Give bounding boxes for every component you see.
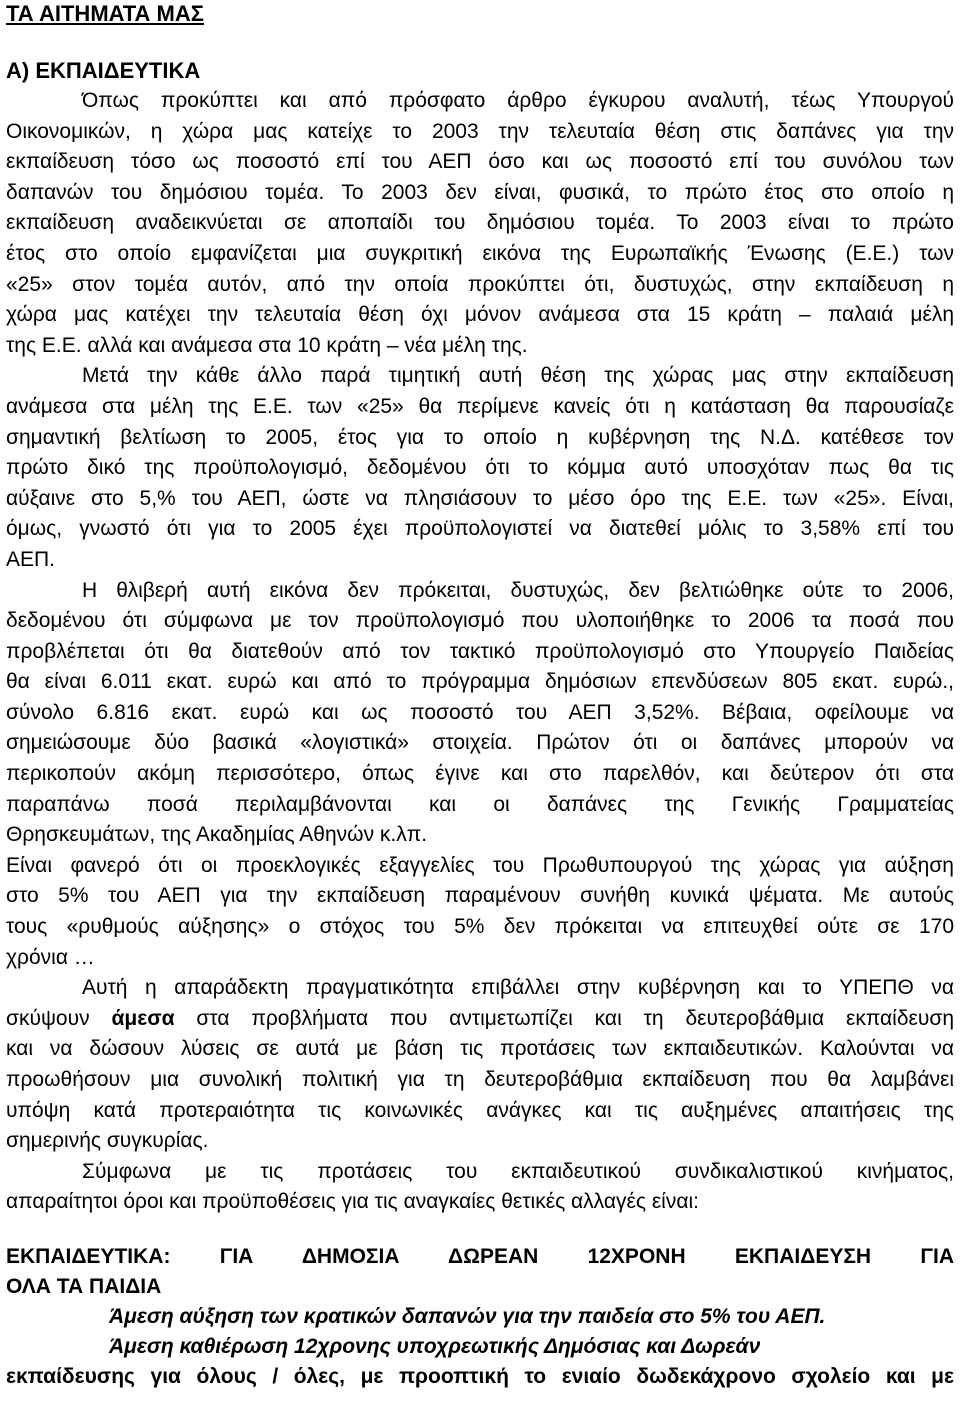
text-line: σύνολο 6.816 εκατ. ευρώ και ως ποσοστό του ΑΕΠ 3,52%. Βέβαια, οφείλουμε να: [6, 700, 954, 724]
text-line: αύξαινε στο 5,% του ΑΕΠ, ώστε να πλησιάσουν το μέσο όρο της Ε.Ε. των «25». Είναι,: [6, 486, 954, 510]
demands-heading: ΕΚΠΑΙΔΕΥΤΙΚΑ: ΓΙΑ ΔΗΜΟΣΙΑ ΔΩΡΕΑΝ 12ΧΡΟΝΗ ΕΚΠΑΙΔΕΥΣΗ ΓΙΑ: [6, 1244, 954, 1268]
text-line: Αυτή η απαράδεκτη πραγματικότητα επιβάλλει στην κυβέρνηση και το ΥΠΕΠΘ να: [82, 976, 954, 1000]
text-line-emphasis: [6, 1004, 954, 1035]
text-line: Οικονομικών, η χώρα μας κατείχε το 2003 την τελευταία θέση στις δαπάνες για την: [6, 119, 954, 143]
text-line: πρώτο δικό της προϋπολογισμό, δεδομένου ότι το κόμμα αυτό υποσχόταν πως θα τις: [6, 456, 954, 480]
emphasis-word: άμεσα: [111, 1006, 175, 1030]
text-line: εκπαίδευση αναδεικνύεται σε αποπαίδι του δημόσιου τομέα. Το 2003 είναι το πρώτο: [6, 211, 954, 235]
text-line: περικοπούν ακόμη περισσότερο, όπως έγινε και στο παρελθόν, και δεύτερον ότι στα: [6, 762, 954, 786]
demands-heading: ΟΛΑ ΤΑ ΠΑΙΔΙΑ: [6, 1274, 162, 1298]
text-line: απαραίτητοι όροι και προϋποθέσεις για τις αναγκαίες θετικές αλλαγές είναι:: [6, 1190, 699, 1214]
page-title: ΤΑ ΑΙΤΗΜΑΤΑ ΜΑΣ: [6, 1, 204, 26]
text-line: σημειώσουμε δύο βασικά «λογιστικά» στοιχεία. Πρώτον ότι οι δαπάνες μπορούν να: [6, 731, 954, 755]
text-line: δαπανών του δημόσιου τομέα. Το 2003 δεν είναι, φυσικά, το πρώτο έτος στο οποίο η: [6, 180, 954, 204]
text-line: στο 5% του ΑΕΠ για την εκπαίδευση παραμένουν συνήθη κυνικά ψέματα. Με αυτούς: [6, 884, 954, 908]
text-line: δεδομένου ότι σύμφωνα με τον προϋπολογισμό που υλοποιήθηκε το 2006 τα ποσά που: [6, 609, 954, 633]
demand-item-continuation: εκπαίδευσης για όλους / όλες, με προοπτική το ενιαίο δωδεκάχρονο σχολείο και με: [6, 1364, 954, 1388]
text-line: εκπαίδευση τόσο ως ποσοστό επί του ΑΕΠ όσο και ως ποσοστό επί του συνόλου των: [6, 150, 954, 174]
demand-item: Άμεση καθιέρωση 12χρονης υποχρεωτικής Δημόσιας και Δωρεάν: [109, 1334, 761, 1358]
text-line: σημερινής συγκυρίας.: [6, 1129, 209, 1153]
text-line: ΑΕΠ.: [6, 547, 56, 571]
text-line: χώρα μας κατέχει την τελευταία θέση όχι μόνον ανάμεσα στα 15 κράτη – παλαιά μέλη: [6, 303, 954, 327]
text-line: ανάμεσα στα μέλη της Ε.Ε. των «25» θα περίμενε κανείς ότι η κατάσταση θα παρουσίαζε: [6, 394, 954, 418]
text-line: έτος στο οποίο εμφανίζεται μια συγκριτική εικόνα της Ευρωπαϊκής Ένωσης (Ε.Ε.) των: [6, 241, 954, 265]
text-line: υπόψη κατά προτεραιότητα τις κοινωνικές ανάγκες και τις αυξημένες απαιτήσεις της: [6, 1098, 954, 1122]
text-line: και να δώσουν λύσεις σε αυτά με βάση τις προτάσεις των εκπαιδευτικών. Καλούνται να: [6, 1037, 954, 1061]
text-line: της Ε.Ε. αλλά και ανάμεσα στα 10 κράτη – νέα μέλη της.: [6, 333, 528, 357]
text-line: τους «ρυθμούς αύξησης» ο στόχος του 5% δεν πρόκειται να επιτευχθεί ούτε σε 170: [6, 915, 954, 939]
text-segment: σκύψουν: [6, 1006, 90, 1030]
document-page: [6, 0, 954, 1392]
section-heading: Α) ΕΚΠΑΙΔΕΥΤΙΚΑ: [6, 58, 201, 83]
text-line: Θρησκευμάτων, της Ακαδημίας Αθηνών κ.λπ.: [6, 823, 428, 847]
text-line: χρόνια …: [6, 945, 95, 969]
text-line: Σύμφωνα με τις προτάσεις του εκπαιδευτικού συνδικαλιστικού κινήματος,: [82, 1159, 954, 1183]
text-line: θα είναι 6.011 εκατ. ευρώ και από το πρόγραμμα δημόσιων επενδύσεων 805 εκατ. ευρώ.,: [6, 670, 954, 694]
text-line: «25» στον τομέα αυτόν, από την οποία προκύπτει ότι, δυστυχώς, στην εκπαίδευση η: [6, 272, 954, 296]
text-line: Είναι φανερό ότι οι προεκλογικές εξαγγελίες του Πρωθυπουργού της χώρας για αύξηση: [6, 853, 954, 877]
demand-item: Άμεση αύξηση των κρατικών δαπανών για την παιδεία στο 5% του ΑΕΠ.: [109, 1304, 826, 1328]
text-line: όμως, γνωστό ότι για το 2005 έχει προϋπολογιστεί να διατεθεί μόλις το 3,58% επί του: [6, 517, 954, 541]
body-text: [6, 86, 954, 1218]
text-line: σημαντική βελτίωση το 2005, έτος για το οποίο η κυβέρνηση της Ν.Δ. κατέθεσε τον: [6, 425, 954, 449]
text-segment: στα προβλήματα που αντιμετωπίζει και τη δευτεροβάθμια εκπαίδευση: [196, 1006, 954, 1030]
text-line: παραπάνω ποσά περιλαμβάνονται και οι δαπάνες της Γενικής Γραμματείας: [6, 792, 954, 816]
text-line: προβλέπεται ότι θα διατεθούν από τον τακτικό προϋπολογισμό στο Υπουργείο Παιδείας: [6, 639, 954, 663]
text-line: Όπως προκύπτει και από πρόσφατο άρθρο έγκυρου αναλυτή, τέως Υπουργού: [82, 89, 954, 112]
text-line: προωθήσουν μια συνολική πολιτική για τη δευτεροβάθμια εκπαίδευση που θα λαμβάνει: [6, 1068, 954, 1091]
text-line: Μετά την κάθε άλλο παρά τιμητική αυτή θέση της χώρας μας στην εκπαίδευση: [82, 364, 954, 388]
text-line: Η θλιβερή αυτή εικόνα δεν πρόκειται, δυστυχώς, δεν βελτιώθηκε ούτε το 2006,: [82, 578, 954, 602]
demands-block: [6, 1242, 954, 1392]
